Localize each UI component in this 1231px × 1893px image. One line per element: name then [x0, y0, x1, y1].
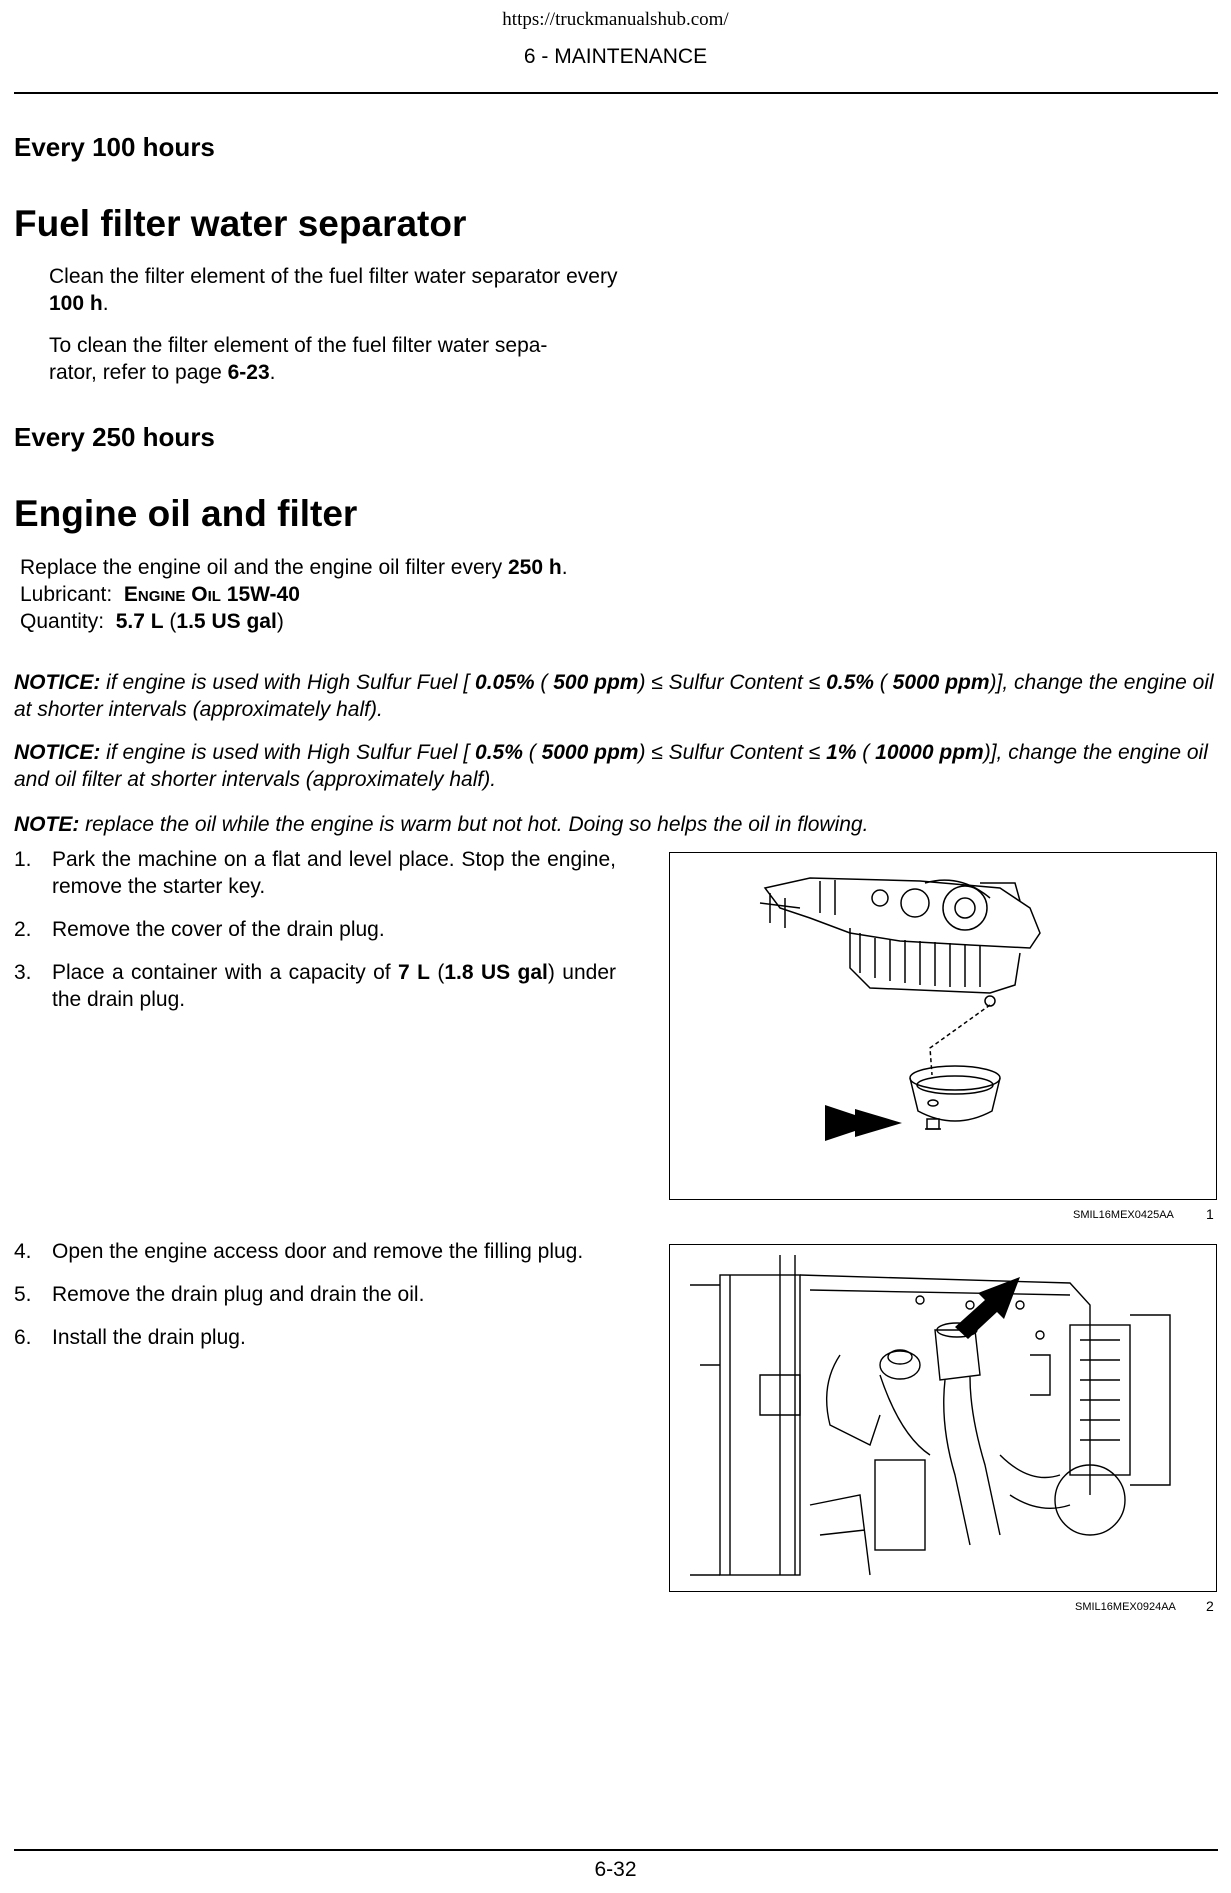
list-item: 1. Park the machine on a flat and level place. Stop the engine, remove the starter key.: [14, 848, 616, 898]
fuel-filter-para-1: Clean the filter element of the fuel filter water separator every 100 h.: [49, 265, 618, 315]
engine-oil-pan-illustration: [670, 853, 1216, 1199]
header-rule: [14, 92, 1218, 94]
list-item: 2. Remove the cover of the drain plug.: [14, 918, 385, 941]
replace-interval: Replace the engine oil and the engine oil filter every 250 h.: [20, 556, 568, 579]
quantity-spec: Quantity: 5.7 L (1.5 US gal): [20, 610, 284, 633]
figure-2-number: 2: [1206, 1598, 1214, 1614]
figure-1-number: 1: [1206, 1206, 1214, 1222]
list-item: 4. Open the engine access door and remove the filling plug.: [14, 1240, 584, 1263]
interval-250-hours: Every 250 hours: [14, 422, 215, 452]
chapter-heading: 6 - MAINTENANCE: [523, 45, 708, 68]
engine-oil-title: Engine oil and filter: [14, 493, 358, 534]
steps-list-a: [14, 846, 616, 1029]
list-item: 3. Place a container with a capacity of 7 L (1.8 US gal) under the drain plug.: [14, 961, 617, 1011]
figure-2-code: SMIL16MEX0924AA: [1075, 1601, 1176, 1613]
figure-filling-plug: [669, 1244, 1217, 1592]
lubricant-spec: Lubricant: Engine Oil 15W-40: [20, 583, 300, 606]
steps-list-b: [14, 1238, 616, 1367]
fuel-filter-title: Fuel filter water separator: [14, 203, 467, 244]
page-number: 6-32: [594, 1858, 637, 1881]
interval-100-hours: Every 100 hours: [14, 132, 215, 162]
notice-high-sulfur-2: NOTICE: if engine is used with High Sulfur Fuel [ 0.5% ( 5000 ppm) ≤ Sulfur Content ≤ 1% ( 10000 ppm)], change the engine oil and oil filter at shorter intervals (approximately half).: [14, 741, 1208, 791]
notice-high-sulfur-1: NOTICE: if engine is used with High Sulfur Fuel [ 0.05% ( 500 ppm) ≤ Sulfur Content ≤ 0.5% ( 5000 ppm)], change the engine oil at shorter intervals (approximately half).: [14, 671, 1214, 721]
list-item: 6. Install the drain plug.: [14, 1326, 246, 1349]
footer-rule: [14, 1849, 1218, 1851]
note-warm-oil: NOTE: replace the oil while the engine is warm but not hot. Doing so helps the oil in flowing.: [14, 813, 869, 836]
figure-drain-plug: [669, 852, 1217, 1200]
engine-oil-specs: [20, 554, 720, 635]
source-url: https://truckmanualshub.com/: [502, 9, 729, 30]
list-item: 5. Remove the drain plug and drain the oil.: [14, 1283, 425, 1306]
fuel-filter-para-2: To clean the filter element of the fuel filter water sepa- rator, refer to page 6-23.: [49, 334, 548, 384]
figure-1-code: SMIL16MEX0425AA: [1073, 1209, 1174, 1221]
engine-compartment-illustration: [670, 1245, 1216, 1591]
